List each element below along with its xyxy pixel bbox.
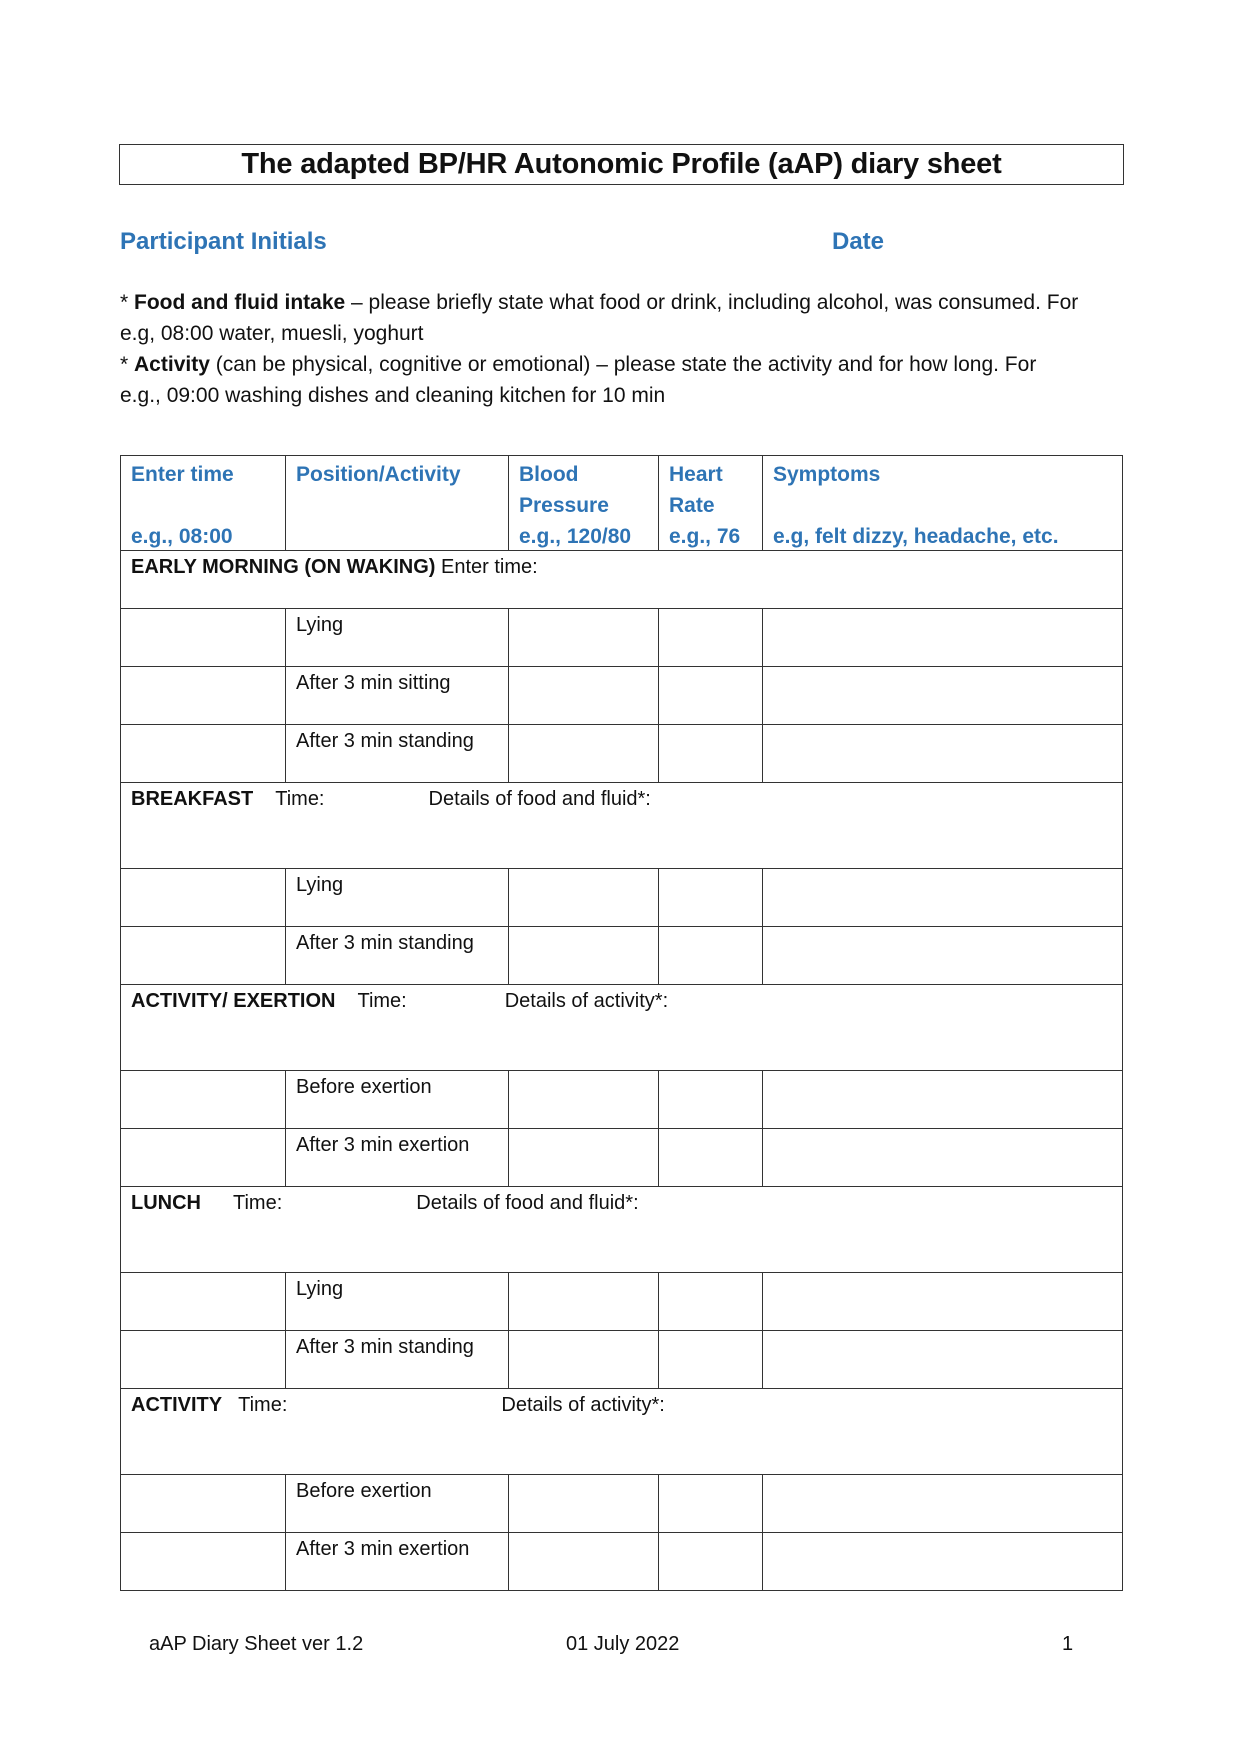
bp-cell[interactable] bbox=[509, 1129, 659, 1187]
table-row bbox=[121, 927, 1123, 985]
time-cell[interactable] bbox=[121, 1071, 286, 1129]
bp-cell[interactable] bbox=[509, 869, 659, 927]
symptoms-cell[interactable] bbox=[763, 609, 1123, 667]
hr-cell[interactable] bbox=[659, 667, 763, 725]
time-cell[interactable] bbox=[121, 609, 286, 667]
hr-cell[interactable] bbox=[659, 1273, 763, 1331]
symptoms-cell[interactable] bbox=[763, 1129, 1123, 1187]
header-symptoms: Symptoms e.g, felt dizzy, headache, etc. bbox=[763, 456, 1123, 551]
hr-cell[interactable] bbox=[659, 1071, 763, 1129]
bp-cell[interactable] bbox=[509, 1071, 659, 1129]
position-cell: After 3 min exertion bbox=[286, 1533, 509, 1591]
position-cell: Lying bbox=[286, 1273, 509, 1331]
symptoms-cell[interactable] bbox=[763, 1331, 1123, 1389]
hr-cell[interactable] bbox=[659, 1533, 763, 1591]
header-heart-rate: Heart Rate e.g., 76 bbox=[659, 456, 763, 551]
bp-cell[interactable] bbox=[509, 1331, 659, 1389]
header-blood-pressure: Blood Pressure e.g., 120/80 bbox=[509, 456, 659, 551]
hr-cell[interactable] bbox=[659, 1129, 763, 1187]
symptoms-cell[interactable] bbox=[763, 667, 1123, 725]
section-lunch bbox=[121, 1187, 1123, 1273]
hr-cell[interactable] bbox=[659, 869, 763, 927]
table-row bbox=[121, 609, 1123, 667]
table-row bbox=[121, 869, 1123, 927]
instruction-activity: * Activity (can be physical, cognitive or emotional) – please state the activity and for how long. For e.g., 09:00 washing dishes and cleaning kitchen for 10 min bbox=[120, 353, 1037, 407]
section-activity bbox=[121, 1389, 1123, 1475]
participant-initials-label: Participant Initials bbox=[120, 228, 327, 255]
section-header-cell[interactable]: ACTIVITY/ EXERTION Time: Details of activity*: bbox=[121, 985, 1123, 1071]
section-header-cell[interactable]: BREAKFAST Time: Details of food and fluid*: bbox=[121, 783, 1123, 869]
section-breakfast bbox=[121, 783, 1123, 869]
position-cell: Before exertion bbox=[286, 1071, 509, 1129]
symptoms-cell[interactable] bbox=[763, 1475, 1123, 1533]
time-cell[interactable] bbox=[121, 667, 286, 725]
time-cell[interactable] bbox=[121, 869, 286, 927]
footer-page-number: 1 bbox=[1062, 1633, 1074, 1655]
position-cell: After 3 min standing bbox=[286, 927, 509, 985]
time-cell[interactable] bbox=[121, 1533, 286, 1591]
table-row bbox=[121, 667, 1123, 725]
position-cell: Lying bbox=[286, 609, 509, 667]
section-header-cell[interactable]: EARLY MORNING (ON WAKING) Enter time: bbox=[121, 551, 1123, 609]
section-early-morning bbox=[121, 551, 1123, 609]
time-cell[interactable] bbox=[121, 1475, 286, 1533]
section-header-cell[interactable]: LUNCH Time: Details of food and fluid*: bbox=[121, 1187, 1123, 1273]
position-cell: After 3 min standing bbox=[286, 725, 509, 783]
header-position-activity: Position/Activity bbox=[286, 456, 509, 551]
bp-cell[interactable] bbox=[509, 1475, 659, 1533]
table-row bbox=[121, 1533, 1123, 1591]
section-header-cell[interactable]: ACTIVITY Time: Details of activity*: bbox=[121, 1389, 1123, 1475]
hr-cell[interactable] bbox=[659, 609, 763, 667]
time-cell[interactable] bbox=[121, 725, 286, 783]
symptoms-cell[interactable] bbox=[763, 1071, 1123, 1129]
position-cell: After 3 min standing bbox=[286, 1331, 509, 1389]
bp-cell[interactable] bbox=[509, 927, 659, 985]
instructions bbox=[120, 287, 1080, 411]
time-cell[interactable] bbox=[121, 1129, 286, 1187]
table-header-row bbox=[121, 456, 1123, 551]
position-cell: After 3 min sitting bbox=[286, 667, 509, 725]
hr-cell[interactable] bbox=[659, 1475, 763, 1533]
table-row bbox=[121, 1331, 1123, 1389]
header-enter-time: Enter time e.g., 08:00 bbox=[121, 456, 286, 551]
position-cell: After 3 min exertion bbox=[286, 1129, 509, 1187]
hr-cell[interactable] bbox=[659, 725, 763, 783]
time-cell[interactable] bbox=[121, 927, 286, 985]
bp-cell[interactable] bbox=[509, 725, 659, 783]
symptoms-cell[interactable] bbox=[763, 869, 1123, 927]
diary-table bbox=[120, 455, 1123, 1591]
footer-version: aAP Diary Sheet ver 1.2 bbox=[149, 1633, 364, 1655]
bp-cell[interactable] bbox=[509, 1533, 659, 1591]
table-row bbox=[121, 725, 1123, 783]
bp-cell[interactable] bbox=[509, 609, 659, 667]
table-row bbox=[121, 1273, 1123, 1331]
table-row bbox=[121, 1071, 1123, 1129]
symptoms-cell[interactable] bbox=[763, 1533, 1123, 1591]
symptoms-cell[interactable] bbox=[763, 1273, 1123, 1331]
footer-date: 01 July 2022 bbox=[566, 1633, 680, 1655]
date-label: Date bbox=[832, 228, 885, 255]
position-cell: Lying bbox=[286, 869, 509, 927]
section-activity-exertion bbox=[121, 985, 1123, 1071]
symptoms-cell[interactable] bbox=[763, 725, 1123, 783]
time-cell[interactable] bbox=[121, 1273, 286, 1331]
table-row bbox=[121, 1129, 1123, 1187]
instruction-food: * Food and fluid intake – please briefly state what food or drink, including alcohol, was consumed. For e.g, 08:00 water, muesli, yoghurt bbox=[120, 291, 1079, 345]
bp-cell[interactable] bbox=[509, 667, 659, 725]
position-cell: Before exertion bbox=[286, 1475, 509, 1533]
symptoms-cell[interactable] bbox=[763, 927, 1123, 985]
table-row bbox=[121, 1475, 1123, 1533]
time-cell[interactable] bbox=[121, 1331, 286, 1389]
document-title: The adapted BP/HR Autonomic Profile (aAP) diary sheet bbox=[119, 144, 1124, 185]
hr-cell[interactable] bbox=[659, 927, 763, 985]
bp-cell[interactable] bbox=[509, 1273, 659, 1331]
hr-cell[interactable] bbox=[659, 1331, 763, 1389]
